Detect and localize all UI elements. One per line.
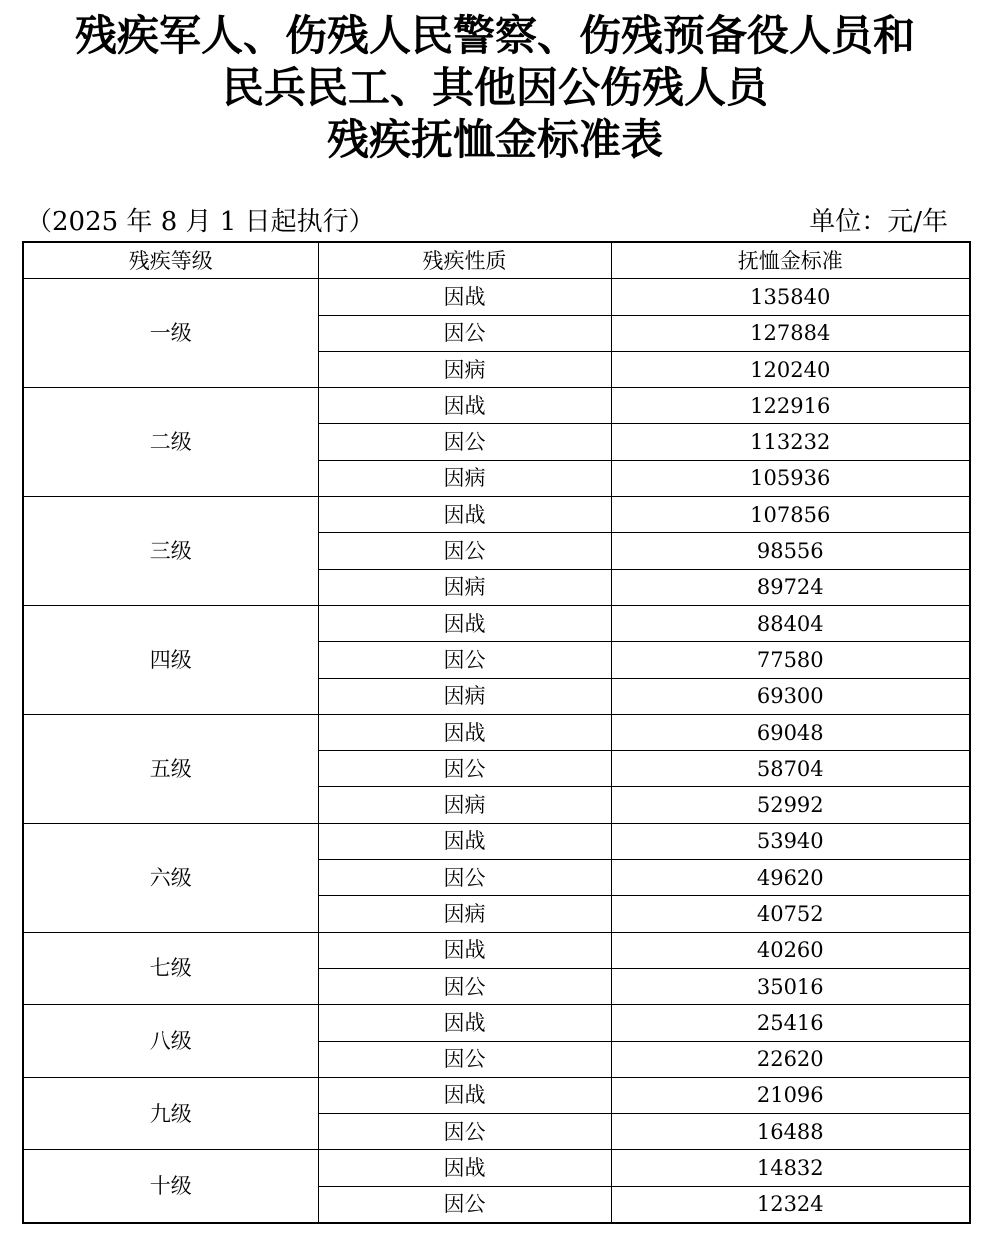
disability-nature-cell: 因战 (318, 1077, 611, 1113)
disability-nature-cell: 因病 (318, 460, 611, 496)
pension-amount-cell: 98556 (611, 533, 970, 569)
disability-nature-cell: 因病 (318, 569, 611, 605)
pension-amount-cell: 35016 (611, 968, 970, 1004)
disability-level-cell: 七级 (23, 932, 318, 1005)
title-line-1: 残疾军人、伤残人民警察、伤残预备役人员和 (74, 11, 915, 60)
pension-amount-cell: 53940 (611, 823, 970, 859)
effective-date-note: （2025 年 8 月 1 日起执行） (26, 207, 375, 237)
disability-nature-cell: 因公 (318, 533, 611, 569)
table-row (23, 714, 970, 750)
disability-nature-cell: 因战 (318, 388, 611, 424)
disability-nature-cell: 因战 (318, 497, 611, 533)
disability-nature-cell: 因战 (318, 932, 611, 968)
title-line-2: 民兵民工、其他因公伤残人员 (221, 63, 768, 112)
table-body (23, 279, 970, 1223)
disability-level-cell: 四级 (23, 605, 318, 714)
pension-amount-cell: 40752 (611, 896, 970, 932)
disability-nature-cell: 因公 (318, 1114, 611, 1150)
pension-amount-cell: 21096 (611, 1077, 970, 1113)
pension-amount-cell: 69048 (611, 714, 970, 750)
table-row (23, 932, 970, 968)
pension-amount-cell: 107856 (611, 497, 970, 533)
disability-nature-cell: 因公 (318, 1186, 611, 1223)
table-row (23, 823, 970, 859)
disability-level-cell: 八级 (23, 1005, 318, 1078)
header-nature: 残疾性质 (318, 242, 611, 279)
disability-level-cell: 五级 (23, 714, 318, 823)
disability-nature-cell: 因病 (318, 678, 611, 714)
unit-note: 单位：元/年 (809, 207, 948, 237)
disability-nature-cell: 因战 (318, 605, 611, 641)
disability-level-cell: 一级 (23, 279, 318, 388)
disability-nature-cell: 因公 (318, 315, 611, 351)
disability-nature-cell: 因病 (318, 787, 611, 823)
disability-nature-cell: 因战 (318, 823, 611, 859)
title-line-3: 残疾抚恤金标准表 (326, 115, 663, 164)
disability-nature-cell: 因公 (318, 642, 611, 678)
table-header-row (23, 242, 970, 279)
table-row (23, 1077, 970, 1113)
pension-amount-cell: 122916 (611, 388, 970, 424)
pension-amount-cell: 105936 (611, 460, 970, 496)
pension-amount-cell: 77580 (611, 642, 970, 678)
document-title (0, 10, 990, 166)
table-row (23, 1005, 970, 1041)
disability-nature-cell: 因战 (318, 1005, 611, 1041)
table-row (23, 497, 970, 533)
pension-amount-cell: 69300 (611, 678, 970, 714)
pension-amount-cell: 25416 (611, 1005, 970, 1041)
disability-nature-cell: 因公 (318, 968, 611, 1004)
pension-standard-table (22, 241, 971, 1224)
disability-nature-cell: 因公 (318, 751, 611, 787)
disability-nature-cell: 因战 (318, 714, 611, 750)
pension-amount-cell: 49620 (611, 860, 970, 896)
disability-nature-cell: 因战 (318, 1150, 611, 1186)
pension-amount-cell: 88404 (611, 605, 970, 641)
disability-nature-cell: 因公 (318, 1041, 611, 1077)
disability-level-cell: 十级 (23, 1150, 318, 1223)
pension-amount-cell: 58704 (611, 751, 970, 787)
pension-amount-cell: 89724 (611, 569, 970, 605)
pension-amount-cell: 135840 (611, 279, 970, 315)
disability-level-cell: 二级 (23, 388, 318, 497)
disability-level-cell: 九级 (23, 1077, 318, 1150)
header-amount: 抚恤金标准 (611, 242, 970, 279)
pension-amount-cell: 127884 (611, 315, 970, 351)
disability-nature-cell: 因公 (318, 424, 611, 460)
table-row (23, 279, 970, 315)
table-row (23, 605, 970, 641)
pension-amount-cell: 22620 (611, 1041, 970, 1077)
disability-nature-cell: 因公 (318, 860, 611, 896)
pension-amount-cell: 113232 (611, 424, 970, 460)
pension-amount-cell: 16488 (611, 1114, 970, 1150)
disability-nature-cell: 因病 (318, 896, 611, 932)
disability-nature-cell: 因战 (318, 279, 611, 315)
pension-amount-cell: 52992 (611, 787, 970, 823)
table-row (23, 1150, 970, 1186)
pension-amount-cell: 120240 (611, 351, 970, 387)
table-row (23, 388, 970, 424)
disability-nature-cell: 因病 (318, 351, 611, 387)
pension-amount-cell: 12324 (611, 1186, 970, 1223)
disability-level-cell: 三级 (23, 497, 318, 606)
pension-amount-cell: 40260 (611, 932, 970, 968)
header-level: 残疾等级 (23, 242, 318, 279)
disability-level-cell: 六级 (23, 823, 318, 932)
pension-amount-cell: 14832 (611, 1150, 970, 1186)
